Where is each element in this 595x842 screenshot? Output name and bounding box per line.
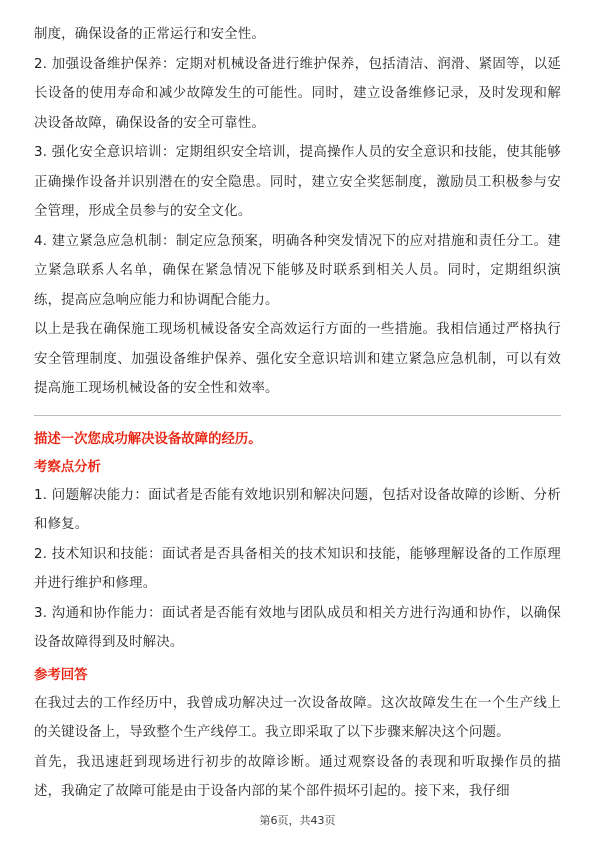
section-divider [34,415,561,416]
page-content [34,20,561,807]
paragraph: 首先，我迅速赶到现场进行初步的故障诊断。通过观察设备的表现和听取操作员的描述，我确定了故障可能是由于设备内部的某个部件损坏引起的。接下来，我仔细 [34,754,561,799]
list-item: 4. 建立紧急应急机制：制定应急预案，明确各种突发情况下的应对措施和责任分工。建立紧急联系人名单，确保在紧急情况下能够及时联系到相关人员。同时，定期组织演练，提高应急响应能力和协调配合能力。 [34,233,561,308]
list-item: 1. 问题解决能力：面试者是否能有效地识别和解决问题，包括对设备故障的诊断、分析和修复。 [34,487,561,532]
paragraph: 在我过去的工作经历中，我曾成功解决过一次设备故障。这次故障发生在一个生产线上的关键设备上，导致整个生产线停工。我立即采取了以下步骤来解决这个问题。 [34,695,561,740]
list-item: 3. 强化安全意识培训：定期组织安全培训，提高操作人员的安全意识和技能，使其能够正确操作设备并识别潜在的安全隐患。同时，建立安全奖惩制度，激励员工积极参与安全管理，形成全员参与的安全文化。 [34,145,561,219]
page-number: 第6页，共43页 [259,814,336,827]
analysis-heading: 考察点分析 [34,459,101,475]
list-item: 2. 技术知识和技能：面试者是否具备相关的技术知识和技能，能够理解设备的工作原理并进行维护和修理。 [34,546,561,591]
question-title: 描述一次您成功解决设备故障的经历。 [34,431,262,447]
list-item: 3. 沟通和协作能力：面试者是否能有效地与团队成员和相关方进行沟通和协作，以确保设备故障得到及时解决。 [34,605,561,650]
answer-heading: 参考回答 [34,667,88,683]
paragraph: 以上是我在确保施工现场机械设备安全高效运行方面的一些措施。我相信通过严格执行安全管理制度、加强设备维护保养、强化安全意识培训和建立紧急应急机制，可以有效提高施工现场机械设备的安全性和效率。 [34,322,561,396]
list-item: 2. 加强设备维护保养：定期对机械设备进行维护保养，包括清洁、润滑、紧固等，以延长设备的使用寿命和减少故障发生的可能性。同时，建立设备维修记录，及时发现和解决设备故障，确保设备的安全可靠性。 [34,56,561,131]
paragraph: 制度，确保设备的正常运行和安全性。 [34,27,266,42]
